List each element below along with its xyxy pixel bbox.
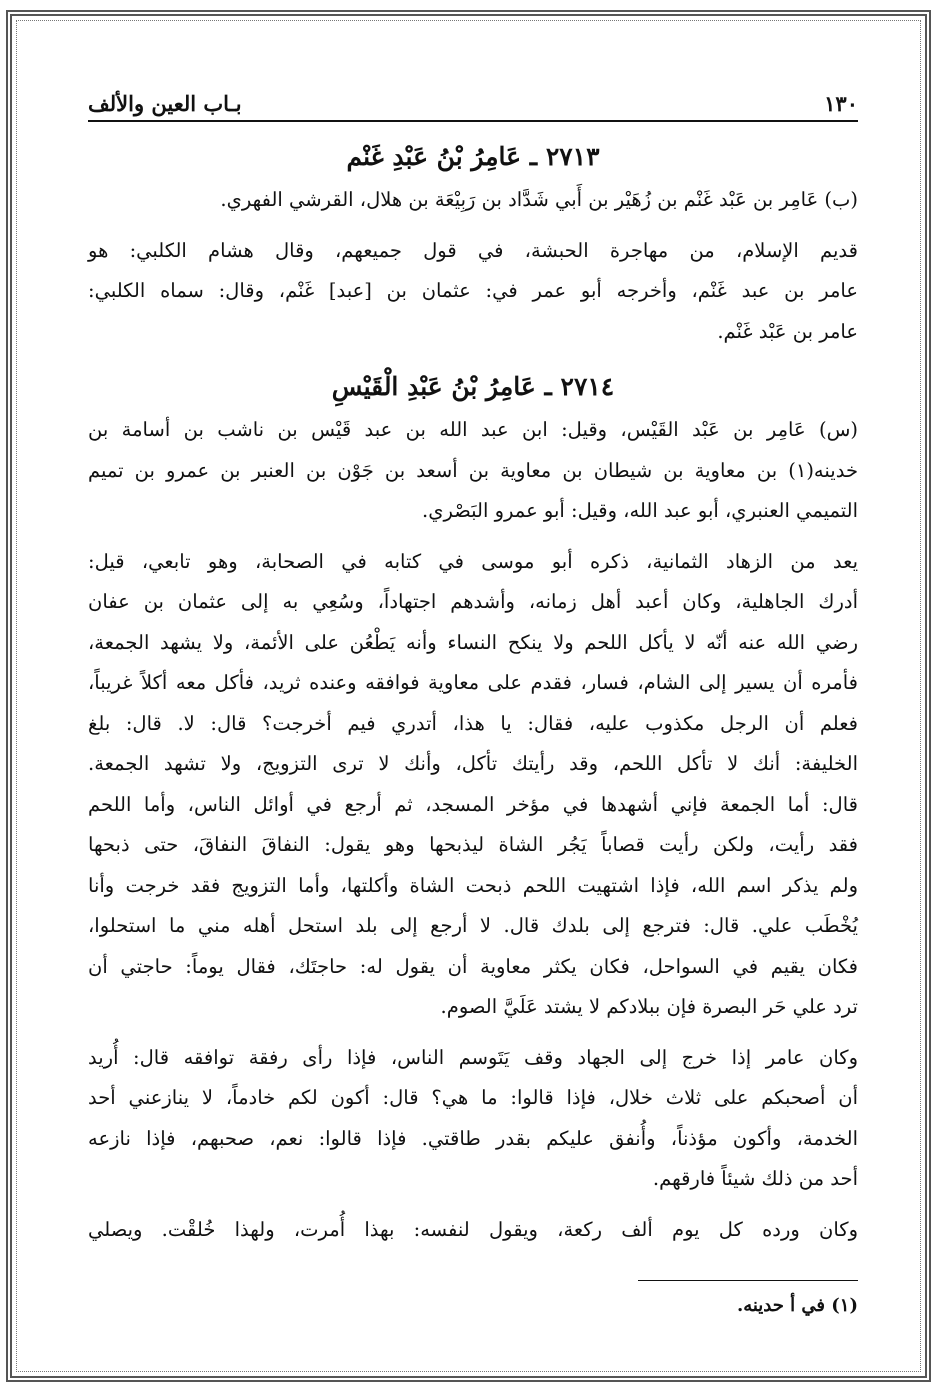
text-line: (ب) عَامِر بن عَبْد غَنْم بن زُهَيْر بن أَبي شَدَّاد بن رَبِيْعَة بن هلال، القرشي الفهري.: [220, 188, 858, 211]
entry-2713-body: [88, 231, 858, 353]
text-line: فكان يقيم في السواحل، فكان يكثر معاوية أن يقول له: حاجتَك، فقال يوماً: حاجتي أن: [88, 954, 858, 978]
text-line: خدينه(١) بن معاوية بن شيطان بن معاوية بن أسعد بن جَوْن بن العنبر بن عمرو بن تميم: [88, 458, 858, 482]
text-line: فأمره أن يسير إلى الشام، فسار، فقدم على معاوية فوافقه وعنده ثريد، فأكل معه أكلاً غريباً،: [88, 671, 858, 694]
text-line: (س) عَامِر بن عَبْد القَيْس، وقيل: ابن عبد الله بن عبد قَيْس بن ناشب بن أسامة بن: [88, 418, 858, 441]
text-line: وكان ورده كل يوم ألف ركعة، ويقول لنفسه: بهذا أُمرت، ولهذا خُلقْت. ويصلي: [88, 1217, 858, 1241]
text-line: ولم يذكر اسم الله، فإذا اشتهيت اللحم ذبحت الشاة وأكلتها، وأما التزويج فقد خرجت وأنا: [88, 873, 858, 897]
footnote-separator: [638, 1280, 858, 1281]
book-page: [88, 80, 858, 1360]
text-line: فعلم أن الرجل مكذوب عليه، فقال: يا هذا، أتدري فيم أخرجت؟ قال: لا. قال: بلغ: [88, 711, 858, 735]
entry-2714-body-3: [88, 1210, 858, 1251]
text-line: عامر بن عَبْد غَنْم.: [717, 319, 858, 343]
text-line: رضي الله عنه أنّه لا يأكل اللحم ولا ينكح النساء وأنه يَطْعُن على الأئمة، ولا يشهد الجمعة،: [88, 630, 858, 654]
text-line: الخليفة: أنك لا تأكل اللحم، وقد رأيتك تأكل، وأنك لا ترى التزويج، ولا تشهد الجمعة.: [88, 752, 858, 775]
text-line: الخدمة، وأكون مؤذناً، وأُنفق عليكم بقدر طاقتي. فإذا قالوا: نعم، صحبهم، فإذا نازعه: [88, 1126, 858, 1150]
footnote: (١) في أ حدينه.: [736, 1295, 858, 1316]
entry-2714-body-2: [88, 1038, 858, 1200]
text-line: عامر بن عبد غَنْم، وأخرجه أبو عمر في: عثمان بن [عبد] غَنْم، وقال: سماه الكلبي:: [88, 279, 858, 302]
entry-title-2713: ٢٧١٣ ـ عَامِرُ بْنُ عَبْدِ غَنْم: [346, 142, 600, 171]
text-line: التميمي العنبري، أبو عبد الله، وقيل: أبو عمرو البَصْري.: [422, 499, 858, 522]
entry-2714-body-1: [88, 542, 858, 1028]
text-line: قديم الإسلام، من مهاجرة الحبشة، في قول جميعهم، وقال هشام الكلبي: هو: [88, 238, 858, 262]
text-line: يعد من الزهاد الثمانية، ذكره أبو موسى في كتابه في الصحابة، وهو تابعي، قيل:: [88, 549, 858, 573]
text-line: فقد رأيت، ولكن رأيت قصاباً يَجُر الشاة ليذبحها وهو يقول: النفاقَ النفاقَ، حتى ذبحها: [88, 833, 858, 856]
text-line: ترد علي حَر البصرة فإن ببلادكم لا يشتد عَلَيَّ الصوم.: [440, 995, 858, 1018]
text-line: أحد من ذلك شيئاً فارقهم.: [652, 1167, 858, 1190]
entry-2714-lineage: [88, 410, 858, 532]
text-line: قال: أما الجمعة فإني أشهدها في مؤخر المسجد، ثم أرجع في أوائل الناس، وأما اللحم: [88, 792, 858, 816]
entry-2713-lineage: [88, 180, 858, 221]
text-line: وكان عامر إذا خرج إلى الجهاد وقف يَتَوسم الناس، فإذا رأى رفقة توافقه قال: أُريد: [88, 1045, 858, 1069]
text-line: أن أصحبكم على ثلاث خلال، فإذا قالوا: ما هي؟ قال: أكون لكم خادماً، لا ينازعني أحد: [88, 1086, 858, 1109]
text-line: يُخْطَب علي. قال: فترجع إلى بلدك قال. لا أرجع إلى بلد استحل أهله مني ما استحلوا،: [88, 914, 858, 937]
page-number: ١٣٠: [824, 91, 858, 116]
running-header: [88, 80, 858, 122]
entry-title-2714: ٢٧١٤ ـ عَامِرُ بْنُ عَبْدِ الْقَيْسِ: [331, 372, 615, 401]
chapter-title: بـاب العين والألف: [88, 91, 242, 116]
text-line: أدرك الجاهلية، وكان أعبد أهل زمانه، وأشدهم اجتهاداً، وسُعِي به إلى عثمان بن عفان: [88, 590, 858, 613]
